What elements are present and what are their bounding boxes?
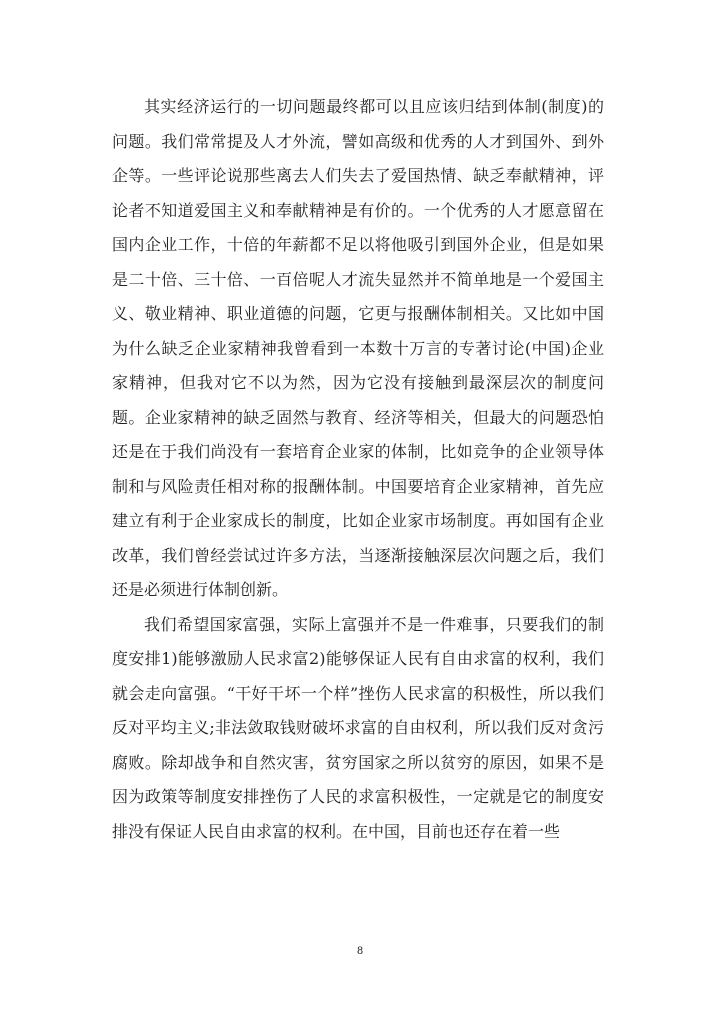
- paragraph-1: 其实经济运行的一切问题最终都可以且应该归结到体制(制度)的问题。我们常常提及人才外流，譬如高级和优秀的人才到国外、到外企等。一些评论说那些离去人们失去了爱国热情、缺乏奉献精神，评论者不知道爱国主义和奉献精神是有价的。一个优秀的人才愿意留在国内企业工作，十倍的年薪都不足以将他吸引到国外企业，但是如果是二十倍、三十倍、一百倍呢人才流失显然并不简单地是一个爱国主义、敬业精神、职业道德的问题，它更与报酬体制相关。又比如中国为什么缺乏企业家精神我曾看到一本数十万言的专著讨论(中国)企业家精神，但我对它不以为然，因为它没有接触到最深层次的制度问题。企业家精神的缺乏固然与教育、经济等相关，但最大的问题恐怕还是在于我们尚没有一套培育企业家的体制，比如竞争的企业领导体制和与风险责任相对称的报酬体制。中国要培育企业家精神，首先应建立有利于企业家成长的制度，比如企业家市场制度。再如国有企业改革，我们曾经尝试过许多方法，当逐渐接触深层次问题之后，我们还是必须进行体制创新。: [112, 97, 604, 599]
- page-number: 8: [356, 946, 364, 957]
- paragraph-2: 我们希望国家富强，实际上富强并不是一件难事，只要我们的制度安排1)能够激励人民求富2)能够保证人民有自由求富的权利，我们就会走向富强。“干好干坏一个样”挫伤人民求富的积极性，所以我们反对平均主义;非法敛取钱财破坏求富的自由权利，所以我们反对贪污腐败。除却战争和自然灾害，贫穷国家之所以贫穷的原因，如果不是因为政策等制度安排挫伤了人民的求富积极性，一定就是它的制度安排没有保证人民自由求富的权利。在中国，目前也还存在着一些: [112, 614, 604, 841]
- body-text: [112, 90, 604, 849]
